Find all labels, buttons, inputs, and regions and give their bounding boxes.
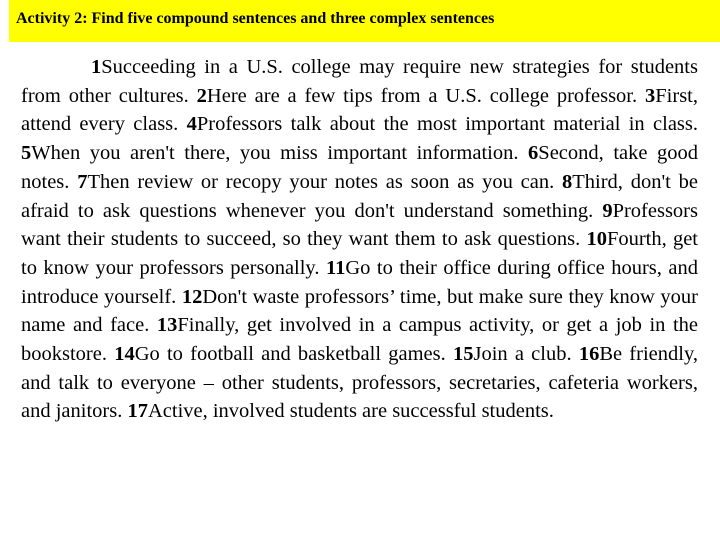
sentence-number: 9 bbox=[602, 199, 613, 222]
sentence-text: Third, don't be afraid to ask questions whenever you don't understand something. bbox=[21, 170, 698, 222]
sentence-text: Don't waste professors’ time, but make sure they know your name and face. bbox=[21, 285, 698, 337]
sentence bbox=[21, 142, 528, 164]
sentence-number: 10 bbox=[586, 228, 607, 251]
sentence bbox=[114, 343, 453, 365]
sentence-text: When you aren't there, you miss important information. bbox=[31, 142, 529, 165]
sentence bbox=[197, 85, 645, 107]
sentence-number: 13 bbox=[156, 314, 178, 337]
sentence-number: 1 bbox=[91, 56, 102, 78]
sentence-number: 5 bbox=[21, 142, 32, 165]
sentence-text: Active, involved students are successful students. bbox=[147, 400, 554, 423]
sentence-number: 12 bbox=[181, 285, 203, 308]
sentence-number: 14 bbox=[114, 343, 135, 366]
activity-banner bbox=[9, 0, 720, 42]
sentence-text: Finally, get involved in a campus activity, or get a job in the bookstore. bbox=[21, 314, 698, 366]
sentence-text: Here are a few tips from a U.S. college professor. bbox=[206, 84, 646, 107]
sentence-number: 2 bbox=[196, 84, 207, 107]
sentence bbox=[127, 400, 553, 422]
sentence-number: 15 bbox=[452, 343, 474, 366]
activity-title: Activity 2: Find five compound sentences and three complex sentences bbox=[16, 10, 495, 27]
sentence-text: Second, take good notes. bbox=[21, 142, 699, 193]
sentence bbox=[187, 113, 698, 135]
sentence-number: 16 bbox=[578, 343, 600, 366]
sentence bbox=[77, 171, 562, 193]
sentence-text: Fourth, get to know your professors personally. bbox=[21, 228, 699, 279]
sentence-text: Then review or recopy your notes as soon as you can. bbox=[87, 170, 562, 193]
sentence bbox=[453, 343, 579, 365]
sentence-number: 7 bbox=[77, 170, 88, 193]
sentence-text: Go to football and basketball games. bbox=[134, 343, 453, 366]
sentence-number: 6 bbox=[528, 142, 539, 165]
sentence-text: Join a club. bbox=[473, 343, 579, 366]
sentence-text: Professors talk about the most important material in class. bbox=[196, 113, 698, 136]
sentence-number: 4 bbox=[186, 113, 197, 136]
sentence-text: Professors want their students to succeed, so they want them to ask questions. bbox=[21, 199, 698, 251]
sentence-number: 3 bbox=[645, 84, 656, 107]
sentence-text: First, attend every class. bbox=[21, 84, 698, 136]
sentence-text: Go to their office during office hours, and introduce yourself. bbox=[21, 256, 698, 308]
sentence-number: 11 bbox=[325, 256, 346, 279]
sentence-text: Succeeding in a U.S. college may require new strategies for students from other cultures. bbox=[21, 56, 698, 107]
sentence-number: 8 bbox=[561, 170, 573, 193]
sentence-text: Be friendly, and talk to everyone – other students, professors, secretaries, cafeteria workers, and janitors. bbox=[21, 343, 698, 423]
sentence-number: 17 bbox=[127, 400, 148, 423]
reading-passage bbox=[21, 53, 698, 426]
